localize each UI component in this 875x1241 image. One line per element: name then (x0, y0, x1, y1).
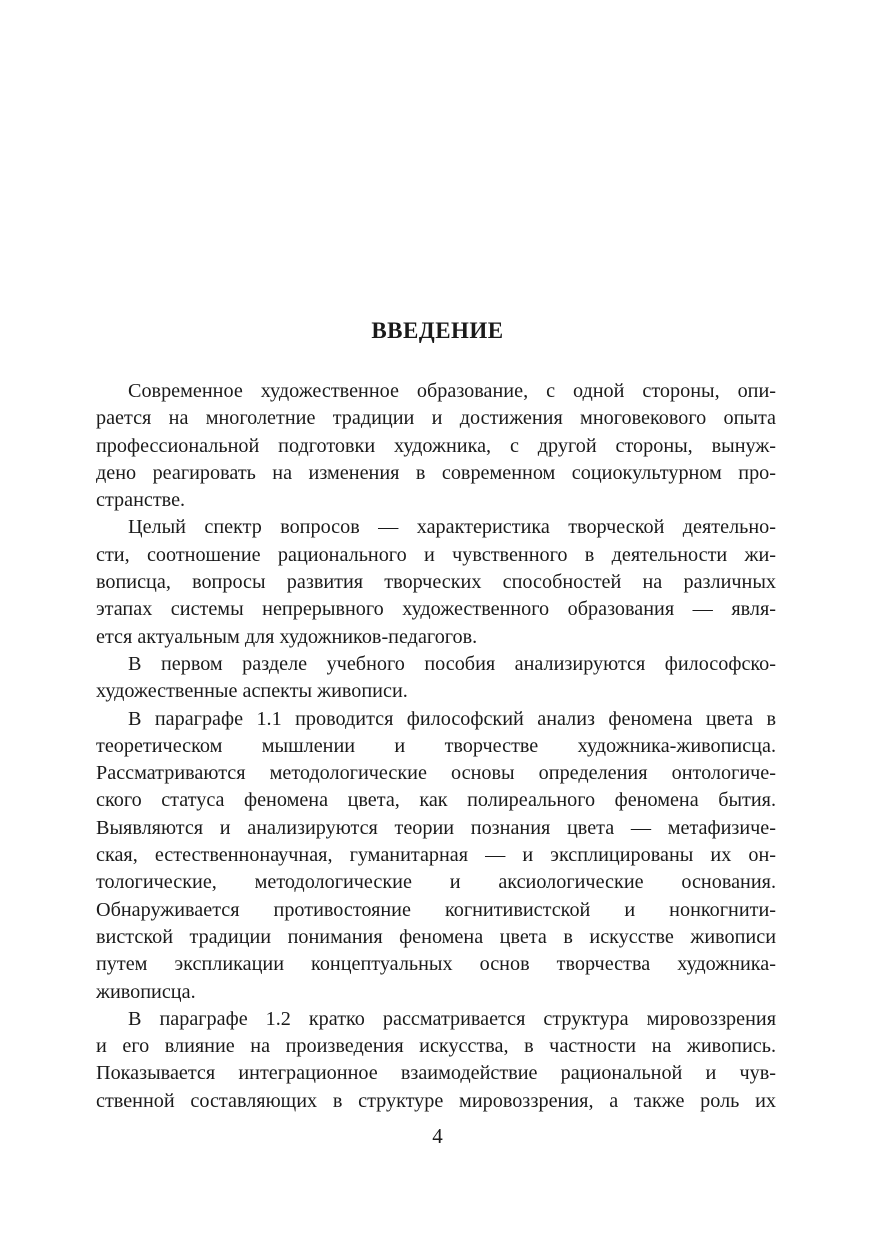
text-line: сти, соотношение рационального и чувственного в деятельности жи- (96, 543, 776, 566)
text-line: ского статуса феномена цвета, как полиреального феномена бытия. (96, 789, 776, 812)
text-line: Обнаруживается противостояние когнитивистской и нонкогнити- (96, 898, 776, 921)
text-line: ственной составляющих в структуре мировоззрения, а также роль их (96, 1089, 776, 1112)
text-line: Целый спектр вопросов — характеристика творческой деятельно- (128, 516, 776, 539)
text-line: Показывается интеграционное взаимодействие рациональной и чув- (96, 1062, 776, 1085)
text-line: вописца, вопросы развития творческих способностей на различных (96, 571, 776, 594)
text-line: этапах системы непрерывного художественного образования — явля- (96, 598, 776, 621)
text-line: живописца. (96, 980, 196, 1003)
body-text (96, 378, 776, 1115)
text-line: дено реагировать на изменения в современном социокультурном про- (96, 461, 776, 484)
text-line: и его влияние на произведения искусства, в частности на живопись. (96, 1035, 776, 1058)
text-line: странстве. (96, 489, 186, 512)
text-line: путем экспликации концептуальных основ творчества художника- (96, 953, 776, 976)
text-line: Выявляются и анализируются теории познания цвета — метафизиче- (96, 816, 776, 839)
page-number: 4 (432, 1124, 443, 1148)
text-line: теоретическом мышлении и творчестве художника-живописца. (96, 734, 776, 757)
page-title: ВВЕДЕНИЕ (371, 318, 504, 343)
text-line: Рассматриваются методологические основы определения онтологиче- (96, 762, 776, 785)
text-line: В параграфе 1.2 кратко рассматривается структура мировоззрения (128, 1007, 776, 1030)
text-line: В параграфе 1.1 проводится философский анализ феномена цвета в (128, 707, 776, 730)
text-line: В первом разделе учебного пособия анализируются философско- (128, 652, 776, 675)
text-line: вистской традиции понимания феномена цвета в искусстве живописи (96, 925, 776, 948)
text-line: ская, естественнонаучная, гуманитарная — и эксплицированы их он- (96, 844, 776, 867)
text-line: художественные аспекты живописи. (96, 680, 408, 703)
text-line: ется актуальным для художников-педагогов. (96, 625, 478, 648)
text-line: профессиональной подготовки художника, с другой стороны, вынуж- (96, 434, 776, 457)
text-line: тологические, методологические и аксиологические основания. (96, 871, 776, 894)
text-line: рается на многолетние традиции и достижения многовекового опыта (96, 407, 776, 430)
text-line: Современное художественное образование, с одной стороны, опи- (128, 380, 776, 402)
